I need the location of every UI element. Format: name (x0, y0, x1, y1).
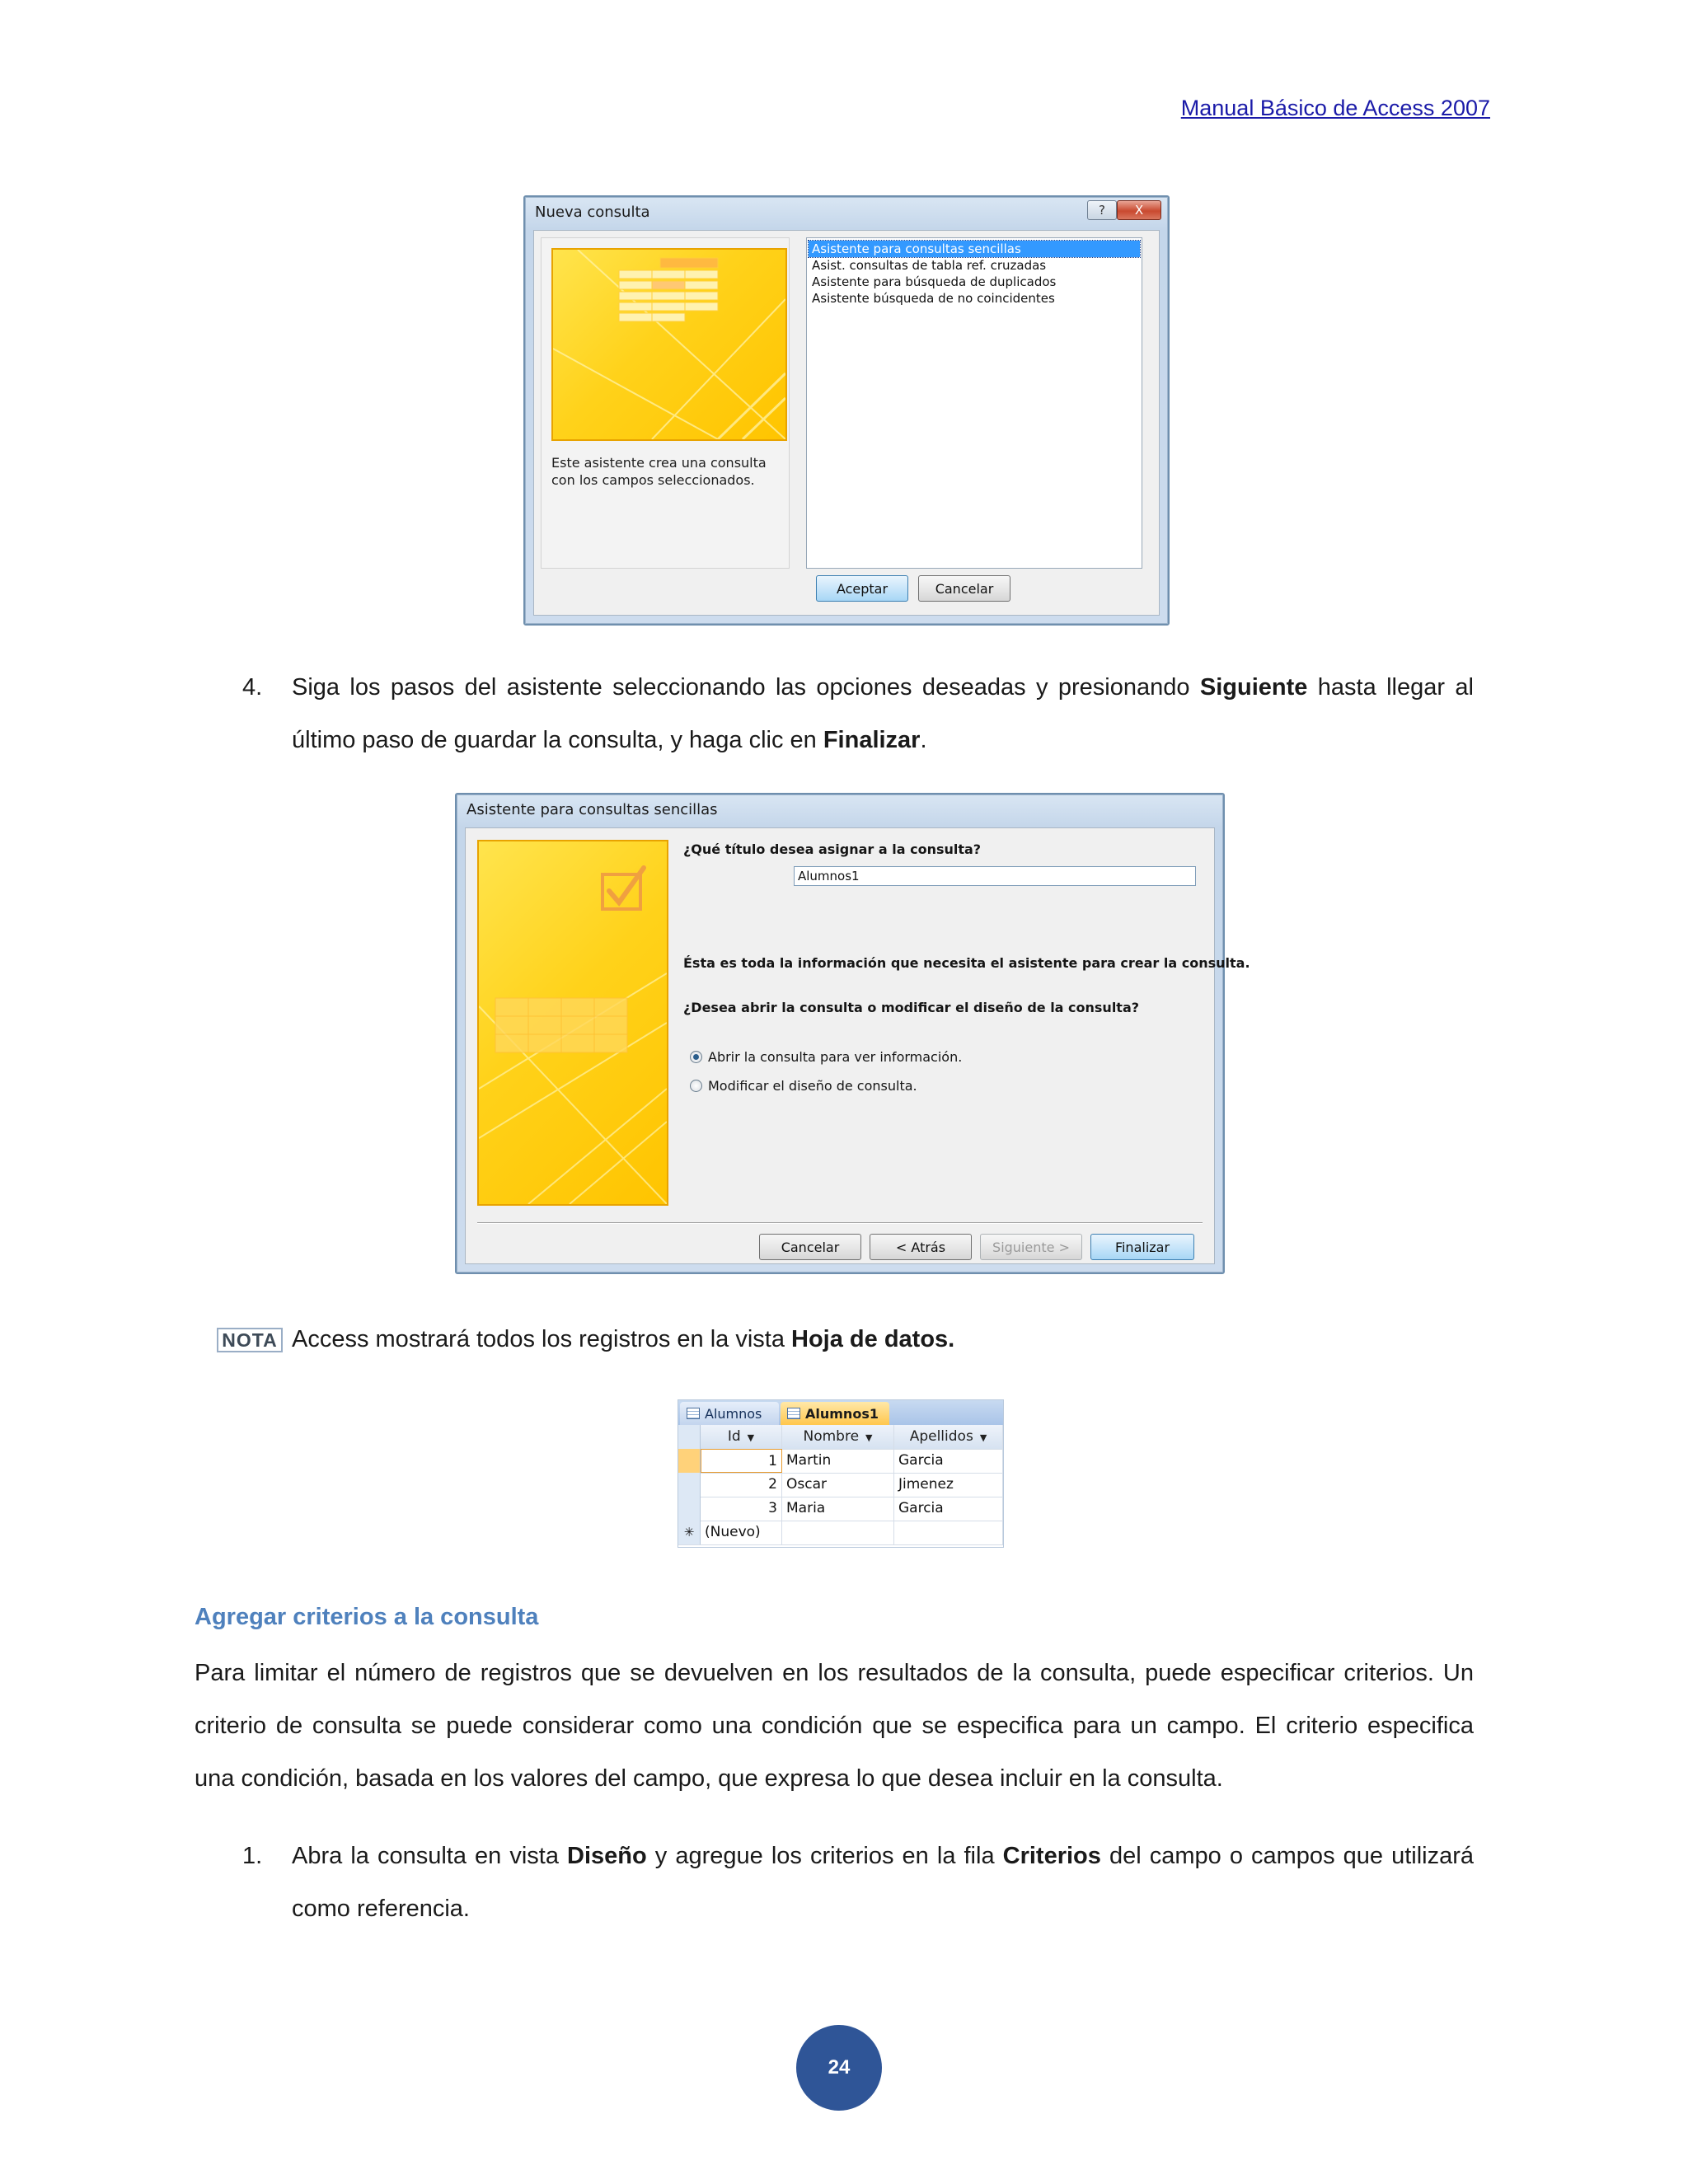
bold-text: Siguiente (1199, 674, 1308, 701)
checkmark-icon (479, 841, 667, 1204)
column-header-apellidos[interactable] (894, 1425, 1003, 1449)
tab-alumnos1[interactable] (781, 1402, 889, 1425)
dialog-body (533, 230, 1160, 616)
radio-open-query[interactable] (690, 1051, 702, 1063)
list-item-no-coincidentes[interactable]: Asistente búsqueda de no coincidentes (812, 291, 1055, 306)
step1-line1 (292, 1830, 1474, 1882)
paragraph-line: una condición, basada en los valores del campo, que expresa lo que desea incluir en la consulta. (195, 1765, 1223, 1792)
step4-line2 (292, 714, 1474, 766)
dropdown-arrow-icon[interactable]: ▼ (865, 1432, 873, 1443)
column-header-id[interactable] (701, 1425, 782, 1449)
row-selector[interactable] (678, 1449, 701, 1473)
list-item-tabla-ref-cruzadas[interactable]: Asist. consultas de tabla ref. cruzadas (812, 258, 1047, 273)
column-header-nombre[interactable] (782, 1425, 894, 1449)
text-run: del campo o campos que utilizará (1100, 1843, 1475, 1869)
step-number: 4. (242, 674, 263, 701)
column-label: Apellidos (909, 1428, 973, 1445)
table-row[interactable] (678, 1449, 1003, 1474)
wizard-illustration (477, 840, 668, 1206)
column-label: Id (727, 1428, 741, 1445)
cell-apellidos[interactable] (894, 1521, 1003, 1544)
nueva-consulta-dialog (523, 195, 1170, 626)
select-all-corner[interactable] (678, 1425, 701, 1449)
step1-line2: como referencia. (292, 1896, 470, 1922)
new-record-label[interactable]: (Nuevo) (701, 1521, 782, 1544)
paragraph-line: Para limitar el número de registros que se devuelven en los resultados de la consulta, puede especificar criterios. Un (195, 1660, 1474, 1686)
title-question: ¿Qué título desea asignar a la consulta? (683, 841, 982, 857)
cell-id[interactable]: 3 (701, 1497, 782, 1521)
separator-line (477, 1222, 1203, 1224)
back-button[interactable]: < Atrás (870, 1234, 972, 1260)
finish-button[interactable]: Finalizar (1090, 1234, 1194, 1260)
page-number-badge: 24 (796, 2025, 882, 2111)
dialog-title: Asistente para consultas sencillas (467, 801, 718, 818)
description-line: con los campos seleccionados. (551, 472, 755, 488)
wizard-panel (466, 828, 1250, 1263)
step4-line1 (292, 661, 1474, 714)
radio-modify-design[interactable] (690, 1080, 702, 1092)
document-tabs (678, 1400, 1003, 1425)
paragraph-line: criterio de consulta se puede considerar como una condición que se especifica para un campo. El criterio especifica (195, 1713, 1474, 1739)
tab-alumnos[interactable] (680, 1402, 779, 1425)
help-button[interactable]: ? (1087, 200, 1117, 220)
tab-label: Alumnos (705, 1405, 762, 1422)
table-grid-icon (553, 250, 785, 439)
section-heading: Agregar criterios a la consulta (195, 1604, 539, 1630)
cell-apellidos[interactable]: Garcia (894, 1497, 1003, 1521)
cell-nombre[interactable]: Maria (782, 1497, 894, 1521)
title-buttons (1087, 200, 1161, 220)
header-row (678, 1425, 1003, 1450)
list-item-busqueda-duplicados[interactable]: Asistente para búsqueda de duplicados (812, 274, 1057, 289)
radio-open-label[interactable]: Abrir la consulta para ver información. (708, 1049, 963, 1065)
bold-text: Diseño (567, 1843, 647, 1869)
text-run: último paso de guardar la consulta, y haga clic en (292, 727, 823, 753)
nota-text (292, 1313, 954, 1366)
wizard-list[interactable] (806, 237, 1142, 569)
cell-nombre[interactable] (782, 1521, 894, 1544)
bold-text: Criterios (1002, 1843, 1101, 1869)
text-run: hasta llegar al (1307, 674, 1474, 701)
accept-button[interactable]: Aceptar (816, 575, 908, 602)
new-record-icon: ✳ (678, 1521, 701, 1544)
info-text: Ésta es toda la información que necesita el asistente para crear la consulta. (683, 955, 1250, 971)
text-run: . (920, 727, 927, 753)
text-run: y agregue los criterios en la fila (646, 1843, 1003, 1869)
cell-nombre[interactable]: Oscar (782, 1473, 894, 1497)
bold-text: Finalizar (823, 727, 921, 753)
list-item-consultas-sencillas[interactable]: Asistente para consultas sencillas (809, 241, 1140, 257)
new-record-row[interactable] (678, 1521, 1003, 1545)
wizard-description (551, 454, 786, 489)
step-number: 1. (242, 1843, 263, 1869)
table-icon (687, 1408, 700, 1419)
dialog-title: Nueva consulta (535, 204, 650, 221)
dropdown-arrow-icon[interactable]: ▼ (747, 1432, 755, 1443)
description-line: Este asistente crea una consulta (551, 455, 767, 471)
cell-apellidos[interactable]: Garcia (894, 1449, 1003, 1473)
close-button[interactable]: X (1117, 200, 1161, 220)
datasheet-view (678, 1399, 1004, 1548)
radio-modify-label[interactable]: Modificar el diseño de consulta. (708, 1078, 917, 1094)
cell-id[interactable]: 1 (701, 1449, 782, 1473)
tab-label: Alumnos1 (805, 1405, 879, 1422)
preview-panel (541, 237, 790, 569)
cancel-button[interactable]: Cancelar (759, 1234, 861, 1260)
cell-apellidos[interactable]: Jimenez (894, 1473, 1003, 1497)
cell-id[interactable]: 2 (701, 1473, 782, 1497)
cell-nombre[interactable]: Martin (782, 1449, 894, 1473)
nota-badge: NOTA (217, 1328, 283, 1352)
text-run: Abra la consulta en vista (292, 1843, 568, 1869)
open-question: ¿Desea abrir la consulta o modificar el diseño de la consulta? (683, 1000, 1140, 1015)
wizard-illustration (551, 248, 787, 441)
row-selector[interactable] (678, 1473, 701, 1497)
row-selector[interactable] (678, 1497, 701, 1521)
asistente-dialog (455, 793, 1250, 1274)
query-icon (787, 1408, 800, 1419)
table-row[interactable] (678, 1497, 1003, 1521)
text-run: Siga los pasos del asistente seleccionando las opciones deseadas y presionando (292, 674, 1200, 701)
next-button[interactable]: Siguiente > (980, 1234, 1082, 1260)
column-label: Nombre (803, 1428, 860, 1445)
query-title-input[interactable]: Alumnos1 (794, 866, 1196, 886)
dialog-body (465, 827, 1250, 1264)
table-row[interactable] (678, 1473, 1003, 1497)
bold-text: Hoja de datos. (791, 1326, 955, 1352)
header-title-link[interactable]: Manual Básico de Access 2007 (1180, 96, 1490, 120)
dropdown-arrow-icon[interactable]: ▼ (979, 1432, 987, 1443)
text-run: Access mostrará todos los registros en la vista (292, 1326, 792, 1352)
cancel-button[interactable]: Cancelar (918, 575, 1010, 602)
